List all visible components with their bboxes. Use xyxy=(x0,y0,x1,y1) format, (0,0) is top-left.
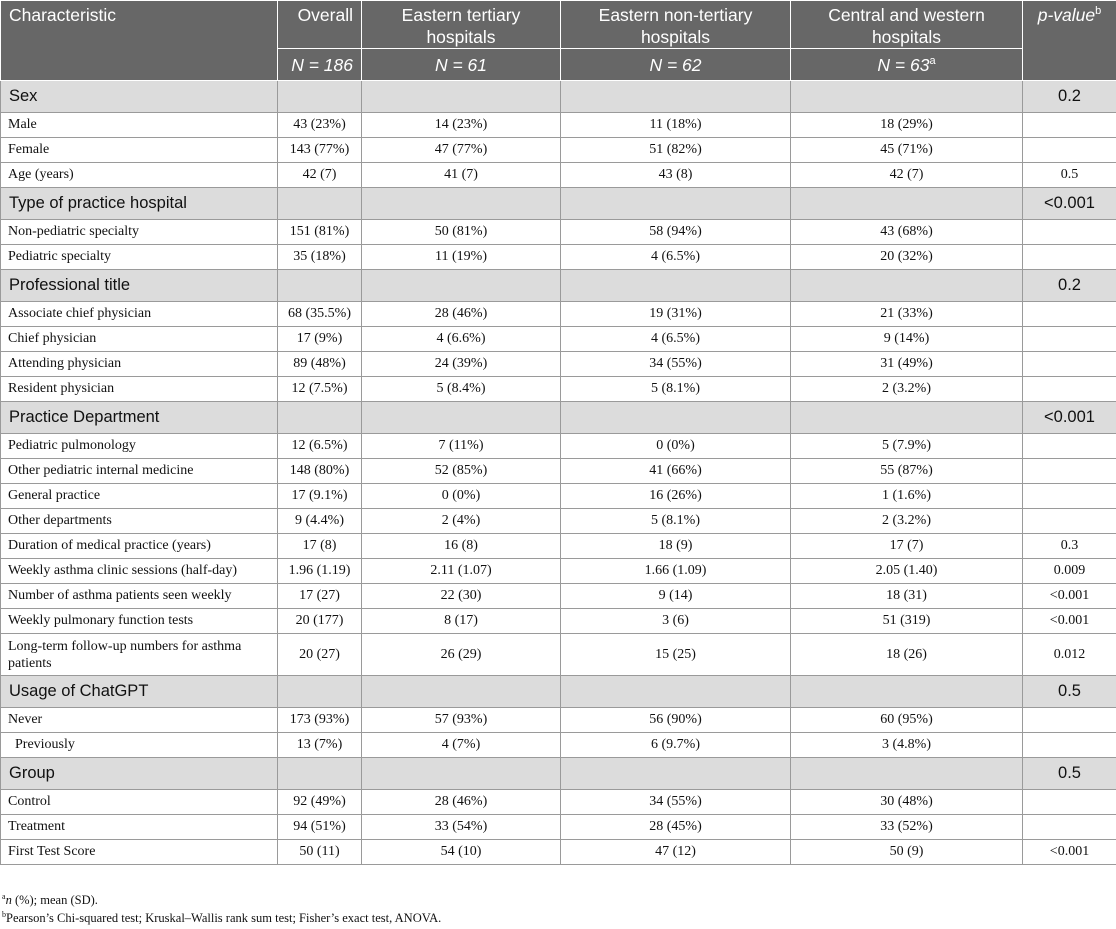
eastern-non-tertiary-cell: 47 (12) xyxy=(561,840,791,865)
central-western-cell: 2 (3.2%) xyxy=(791,377,1023,402)
section-label: Practice Department xyxy=(1,402,278,434)
eastern-non-tertiary-cell: 5 (8.1%) xyxy=(561,377,791,402)
eastern-tertiary-cell: 2.11 (1.07) xyxy=(362,559,561,584)
p-value-cell: <0.001 xyxy=(1023,402,1116,434)
empty-cell xyxy=(561,188,791,220)
central-western-cell: 18 (31) xyxy=(791,584,1023,609)
eastern-tertiary-cell: 54 (10) xyxy=(362,840,561,865)
section-label: Type of practice hospital xyxy=(1,188,278,220)
p-value-cell xyxy=(1023,708,1116,733)
n-footnote-mark: a xyxy=(929,54,936,67)
eastern-non-tertiary-cell: 4 (6.5%) xyxy=(561,245,791,270)
eastern-tertiary-cell: 33 (54%) xyxy=(362,815,561,840)
p-value-cell xyxy=(1023,327,1116,352)
n-central-western xyxy=(791,49,1023,81)
p-value-cell: 0.5 xyxy=(1023,758,1116,790)
eastern-tertiary-cell: 5 (8.4%) xyxy=(362,377,561,402)
section-row-practice-department xyxy=(1,402,1116,434)
header-characteristic: Characteristic xyxy=(1,1,278,81)
p-value-cell: 0.5 xyxy=(1023,163,1116,188)
section-row-professional-title xyxy=(1,270,1116,302)
eastern-tertiary-cell: 11 (19%) xyxy=(362,245,561,270)
section-row-usage-of-chatgpt xyxy=(1,676,1116,708)
eastern-non-tertiary-cell: 41 (66%) xyxy=(561,459,791,484)
central-western-cell: 18 (26) xyxy=(791,634,1023,676)
empty-cell xyxy=(561,758,791,790)
row-label: Treatment xyxy=(1,815,278,840)
eastern-tertiary-cell: 41 (7) xyxy=(362,163,561,188)
empty-cell xyxy=(278,270,362,302)
footnote-b-text: Pearson’s Chi-squared test; Kruskal–Wallis rank sum test; Fisher’s exact test, ANOVA. xyxy=(6,911,442,925)
empty-cell xyxy=(362,188,561,220)
overall-cell: 20 (177) xyxy=(278,609,362,634)
table-row xyxy=(1,534,1116,559)
row-label: Never xyxy=(1,708,278,733)
row-label: Attending physician xyxy=(1,352,278,377)
overall-cell: 17 (9%) xyxy=(278,327,362,352)
footnote-a-italic: n xyxy=(5,893,12,907)
p-value-cell xyxy=(1023,815,1116,840)
overall-cell: 94 (51%) xyxy=(278,815,362,840)
table-row xyxy=(1,584,1116,609)
p-value-cell xyxy=(1023,434,1116,459)
eastern-non-tertiary-cell: 4 (6.5%) xyxy=(561,327,791,352)
table-row xyxy=(1,559,1116,584)
empty-cell xyxy=(362,676,561,708)
overall-cell: 148 (80%) xyxy=(278,459,362,484)
eastern-non-tertiary-cell: 6 (9.7%) xyxy=(561,733,791,758)
overall-cell: 1.96 (1.19) xyxy=(278,559,362,584)
empty-cell xyxy=(791,758,1023,790)
overall-cell: 50 (11) xyxy=(278,840,362,865)
overall-cell: 17 (27) xyxy=(278,584,362,609)
overall-cell: 12 (6.5%) xyxy=(278,434,362,459)
n-eastern-non-tertiary-text: N = 62 xyxy=(649,54,702,75)
eastern-tertiary-cell: 57 (93%) xyxy=(362,708,561,733)
overall-cell: 43 (23%) xyxy=(278,113,362,138)
row-label: Pediatric pulmonology xyxy=(1,434,278,459)
central-western-cell: 43 (68%) xyxy=(791,220,1023,245)
central-western-cell: 3 (4.8%) xyxy=(791,733,1023,758)
overall-cell: 42 (7) xyxy=(278,163,362,188)
eastern-non-tertiary-cell: 16 (26%) xyxy=(561,484,791,509)
empty-cell xyxy=(278,676,362,708)
empty-cell xyxy=(362,402,561,434)
table-row xyxy=(1,634,1116,676)
footnote-b xyxy=(0,909,1116,927)
overall-cell: 9 (4.4%) xyxy=(278,509,362,534)
eastern-non-tertiary-cell: 56 (90%) xyxy=(561,708,791,733)
empty-cell xyxy=(791,402,1023,434)
empty-cell xyxy=(362,270,561,302)
section-row-group xyxy=(1,758,1116,790)
overall-cell: 151 (81%) xyxy=(278,220,362,245)
p-value-cell xyxy=(1023,509,1116,534)
empty-cell xyxy=(791,676,1023,708)
eastern-non-tertiary-cell: 43 (8) xyxy=(561,163,791,188)
table-row xyxy=(1,163,1116,188)
p-value-cell xyxy=(1023,220,1116,245)
footnote-a-mark: a xyxy=(2,891,6,901)
overall-cell: 35 (18%) xyxy=(278,245,362,270)
header-eastern-tertiary: Eastern tertiary hospitals xyxy=(362,1,561,49)
p-value-cell: <0.001 xyxy=(1023,609,1116,634)
empty-cell xyxy=(278,402,362,434)
p-value-cell xyxy=(1023,733,1116,758)
eastern-tertiary-cell: 22 (30) xyxy=(362,584,561,609)
eastern-non-tertiary-cell: 19 (31%) xyxy=(561,302,791,327)
p-value-label: p-value xyxy=(1037,5,1096,25)
p-value-cell: <0.001 xyxy=(1023,188,1116,220)
table-row xyxy=(1,245,1116,270)
central-western-cell: 33 (52%) xyxy=(791,815,1023,840)
section-label: Professional title xyxy=(1,270,278,302)
p-value-cell: <0.001 xyxy=(1023,840,1116,865)
empty-cell xyxy=(791,188,1023,220)
row-label: Non-pediatric specialty xyxy=(1,220,278,245)
p-value-cell: <0.001 xyxy=(1023,584,1116,609)
central-western-cell: 60 (95%) xyxy=(791,708,1023,733)
eastern-non-tertiary-cell: 18 (9) xyxy=(561,534,791,559)
overall-cell: 17 (9.1%) xyxy=(278,484,362,509)
row-label: Number of asthma patients seen weekly xyxy=(1,584,278,609)
section-label: Group xyxy=(1,758,278,790)
row-label: Other departments xyxy=(1,509,278,534)
central-western-cell: 9 (14%) xyxy=(791,327,1023,352)
central-western-cell: 2.05 (1.40) xyxy=(791,559,1023,584)
eastern-non-tertiary-cell: 58 (94%) xyxy=(561,220,791,245)
overall-cell: 89 (48%) xyxy=(278,352,362,377)
table-row xyxy=(1,790,1116,815)
central-western-cell: 55 (87%) xyxy=(791,459,1023,484)
table-row xyxy=(1,459,1116,484)
p-value-cell xyxy=(1023,302,1116,327)
overall-cell: 68 (35.5%) xyxy=(278,302,362,327)
eastern-tertiary-cell: 0 (0%) xyxy=(362,484,561,509)
table-row xyxy=(1,377,1116,402)
central-western-cell: 30 (48%) xyxy=(791,790,1023,815)
table-row xyxy=(1,220,1116,245)
row-label: Associate chief physician xyxy=(1,302,278,327)
central-western-cell: 42 (7) xyxy=(791,163,1023,188)
eastern-non-tertiary-cell: 15 (25) xyxy=(561,634,791,676)
n-eastern-tertiary xyxy=(362,49,561,81)
table-row xyxy=(1,352,1116,377)
empty-cell xyxy=(362,758,561,790)
eastern-tertiary-cell: 16 (8) xyxy=(362,534,561,559)
header-overall: Overall xyxy=(278,1,362,49)
central-western-cell: 1 (1.6%) xyxy=(791,484,1023,509)
footnote-a-text: (%); mean (SD). xyxy=(11,893,98,907)
p-value-cell: 0.3 xyxy=(1023,534,1116,559)
row-label: Control xyxy=(1,790,278,815)
row-label: Weekly asthma clinic sessions (half-day) xyxy=(1,559,278,584)
empty-cell xyxy=(561,676,791,708)
empty-cell xyxy=(791,81,1023,113)
eastern-tertiary-cell: 28 (46%) xyxy=(362,302,561,327)
table-body xyxy=(1,81,1116,865)
central-western-cell: 20 (32%) xyxy=(791,245,1023,270)
table-row xyxy=(1,708,1116,733)
eastern-tertiary-cell: 14 (23%) xyxy=(362,113,561,138)
empty-cell xyxy=(561,270,791,302)
footnote-a xyxy=(0,891,1116,909)
central-western-cell: 18 (29%) xyxy=(791,113,1023,138)
table-row xyxy=(1,434,1116,459)
central-western-cell: 17 (7) xyxy=(791,534,1023,559)
p-value-cell xyxy=(1023,484,1116,509)
central-western-cell: 2 (3.2%) xyxy=(791,509,1023,534)
footnotes xyxy=(0,891,1116,927)
p-value-cell xyxy=(1023,459,1116,484)
p-value-cell: 0.5 xyxy=(1023,676,1116,708)
overall-cell: 173 (93%) xyxy=(278,708,362,733)
eastern-non-tertiary-cell: 28 (45%) xyxy=(561,815,791,840)
table-row xyxy=(1,733,1116,758)
eastern-tertiary-cell: 2 (4%) xyxy=(362,509,561,534)
eastern-tertiary-cell: 26 (29) xyxy=(362,634,561,676)
eastern-non-tertiary-cell: 11 (18%) xyxy=(561,113,791,138)
eastern-non-tertiary-cell: 0 (0%) xyxy=(561,434,791,459)
empty-cell xyxy=(278,758,362,790)
row-label: Female xyxy=(1,138,278,163)
empty-cell xyxy=(791,270,1023,302)
table-row xyxy=(1,302,1116,327)
n-eastern-tertiary-text: N = 61 xyxy=(434,54,488,75)
header-eastern-non-tertiary: Eastern non-tertiary hospitals xyxy=(561,1,791,49)
empty-cell xyxy=(278,188,362,220)
p-value-cell xyxy=(1023,113,1116,138)
table-row xyxy=(1,327,1116,352)
row-label: Chief physician xyxy=(1,327,278,352)
row-label: Long-term follow-up numbers for asthma patients xyxy=(1,634,278,676)
p-value-cell xyxy=(1023,245,1116,270)
overall-cell: 20 (27) xyxy=(278,634,362,676)
section-row-sex xyxy=(1,81,1116,113)
eastern-tertiary-cell: 4 (6.6%) xyxy=(362,327,561,352)
p-value-cell xyxy=(1023,352,1116,377)
p-value-cell xyxy=(1023,790,1116,815)
central-western-cell: 50 (9) xyxy=(791,840,1023,865)
table-row xyxy=(1,484,1116,509)
section-row-type-of-practice-hospital xyxy=(1,188,1116,220)
n-central-western-text: N = 63 xyxy=(877,54,930,75)
eastern-tertiary-cell: 52 (85%) xyxy=(362,459,561,484)
section-label: Sex xyxy=(1,81,278,113)
section-label: Usage of ChatGPT xyxy=(1,676,278,708)
p-value-cell: 0.009 xyxy=(1023,559,1116,584)
row-label: Previously xyxy=(1,733,278,758)
eastern-non-tertiary-cell: 5 (8.1%) xyxy=(561,509,791,534)
p-value-cell xyxy=(1023,138,1116,163)
p-value-cell xyxy=(1023,377,1116,402)
eastern-non-tertiary-cell: 51 (82%) xyxy=(561,138,791,163)
table-row xyxy=(1,509,1116,534)
eastern-tertiary-cell: 24 (39%) xyxy=(362,352,561,377)
eastern-non-tertiary-cell: 1.66 (1.09) xyxy=(561,559,791,584)
table-row xyxy=(1,840,1116,865)
p-value-cell: 0.012 xyxy=(1023,634,1116,676)
footnote-b-mark: b xyxy=(2,909,6,919)
eastern-non-tertiary-cell: 34 (55%) xyxy=(561,352,791,377)
row-label: Age (years) xyxy=(1,163,278,188)
table-row xyxy=(1,815,1116,840)
header-central-western: Central and western hospitals xyxy=(791,1,1023,49)
header-p-value xyxy=(1023,1,1116,81)
p-value-cell: 0.2 xyxy=(1023,270,1116,302)
n-eastern-non-tertiary xyxy=(561,49,791,81)
central-western-cell: 5 (7.9%) xyxy=(791,434,1023,459)
overall-cell: 12 (7.5%) xyxy=(278,377,362,402)
overall-cell: 92 (49%) xyxy=(278,790,362,815)
row-label: Other pediatric internal medicine xyxy=(1,459,278,484)
eastern-non-tertiary-cell: 3 (6) xyxy=(561,609,791,634)
row-label: Pediatric specialty xyxy=(1,245,278,270)
row-label: Resident physician xyxy=(1,377,278,402)
empty-cell xyxy=(362,81,561,113)
overall-cell: 143 (77%) xyxy=(278,138,362,163)
empty-cell xyxy=(561,402,791,434)
row-label: Male xyxy=(1,113,278,138)
central-western-cell: 45 (71%) xyxy=(791,138,1023,163)
eastern-tertiary-cell: 28 (46%) xyxy=(362,790,561,815)
p-value-footnote-mark: b xyxy=(1095,5,1102,18)
row-label: General practice xyxy=(1,484,278,509)
n-overall-text: N = 186 xyxy=(291,54,353,75)
table-row xyxy=(1,138,1116,163)
eastern-tertiary-cell: 8 (17) xyxy=(362,609,561,634)
row-label: Weekly pulmonary function tests xyxy=(1,609,278,634)
row-label: First Test Score xyxy=(1,840,278,865)
empty-cell xyxy=(561,81,791,113)
eastern-tertiary-cell: 50 (81%) xyxy=(362,220,561,245)
central-western-cell: 31 (49%) xyxy=(791,352,1023,377)
eastern-non-tertiary-cell: 34 (55%) xyxy=(561,790,791,815)
central-western-cell: 51 (319) xyxy=(791,609,1023,634)
overall-cell: 13 (7%) xyxy=(278,733,362,758)
table-row xyxy=(1,609,1116,634)
central-western-cell: 21 (33%) xyxy=(791,302,1023,327)
empty-cell xyxy=(278,81,362,113)
eastern-tertiary-cell: 4 (7%) xyxy=(362,733,561,758)
eastern-tertiary-cell: 7 (11%) xyxy=(362,434,561,459)
overall-cell: 17 (8) xyxy=(278,534,362,559)
table-row xyxy=(1,113,1116,138)
row-label: Duration of medical practice (years) xyxy=(1,534,278,559)
p-value-cell: 0.2 xyxy=(1023,81,1116,113)
n-overall xyxy=(278,49,362,81)
eastern-tertiary-cell: 47 (77%) xyxy=(362,138,561,163)
eastern-non-tertiary-cell: 9 (14) xyxy=(561,584,791,609)
